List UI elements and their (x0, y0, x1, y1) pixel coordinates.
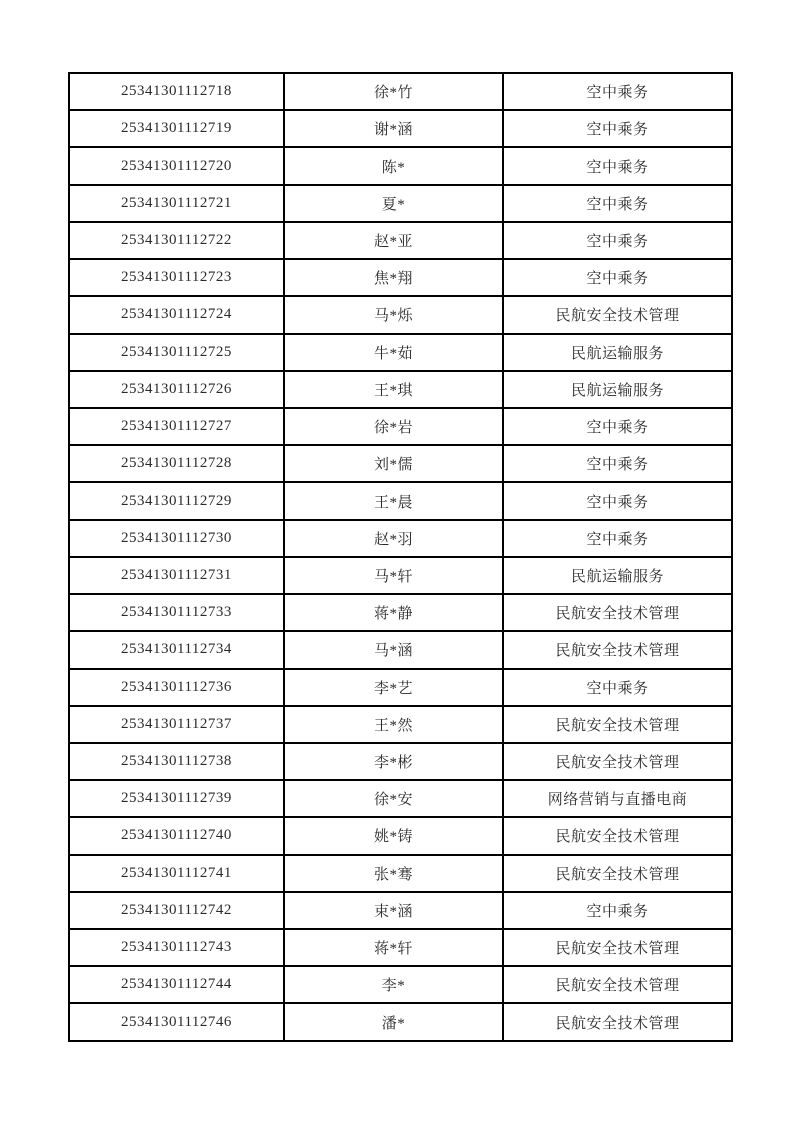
roster-body (69, 73, 732, 1041)
candidate-name-cell: 刘*儒 (284, 445, 503, 482)
major-cell: 空中乘务 (503, 520, 732, 557)
major-cell: 民航安全技术管理 (503, 817, 732, 854)
exam-number-cell: 25341301112720 (69, 147, 284, 184)
exam-number-cell: 25341301112738 (69, 743, 284, 780)
candidate-name-cell: 潘* (284, 1003, 503, 1041)
major-cell: 民航安全技术管理 (503, 631, 732, 668)
exam-number-cell: 25341301112730 (69, 520, 284, 557)
candidate-name-cell: 赵*羽 (284, 520, 503, 557)
exam-number-cell: 25341301112744 (69, 966, 284, 1003)
candidate-name-cell: 牛*茹 (284, 334, 503, 371)
table-row (69, 371, 732, 408)
exam-number-cell: 25341301112729 (69, 482, 284, 519)
exam-number-cell: 25341301112721 (69, 185, 284, 222)
major-cell: 空中乘务 (503, 445, 732, 482)
major-cell: 民航运输服务 (503, 334, 732, 371)
table-row (69, 929, 732, 966)
major-cell: 民航安全技术管理 (503, 1003, 732, 1041)
table-row (69, 817, 732, 854)
table-row (69, 631, 732, 668)
exam-number-cell: 25341301112739 (69, 780, 284, 817)
table-row (69, 334, 732, 371)
major-cell: 空中乘务 (503, 73, 732, 110)
table-row (69, 222, 732, 259)
exam-number-cell: 25341301112728 (69, 445, 284, 482)
table-row (69, 892, 732, 929)
table-row (69, 259, 732, 296)
candidate-name-cell: 徐*岩 (284, 408, 503, 445)
major-cell: 空中乘务 (503, 408, 732, 445)
exam-number-cell: 25341301112723 (69, 259, 284, 296)
table-row (69, 743, 732, 780)
candidate-name-cell: 王*然 (284, 706, 503, 743)
candidate-name-cell: 徐*安 (284, 780, 503, 817)
major-cell: 民航安全技术管理 (503, 296, 732, 333)
candidate-name-cell: 王*晨 (284, 482, 503, 519)
table-row (69, 520, 732, 557)
major-cell: 民航安全技术管理 (503, 743, 732, 780)
table-row (69, 780, 732, 817)
table-row (69, 110, 732, 147)
exam-number-cell: 25341301112734 (69, 631, 284, 668)
table-row (69, 1003, 732, 1041)
candidate-name-cell: 陈* (284, 147, 503, 184)
candidate-name-cell: 李*艺 (284, 669, 503, 706)
major-cell: 民航安全技术管理 (503, 706, 732, 743)
table-row (69, 594, 732, 631)
exam-number-cell: 25341301112724 (69, 296, 284, 333)
major-cell: 空中乘务 (503, 147, 732, 184)
major-cell: 空中乘务 (503, 110, 732, 147)
exam-number-cell: 25341301112719 (69, 110, 284, 147)
table-row (69, 966, 732, 1003)
major-cell: 空中乘务 (503, 482, 732, 519)
major-cell: 空中乘务 (503, 222, 732, 259)
major-cell: 民航安全技术管理 (503, 929, 732, 966)
candidate-name-cell: 夏* (284, 185, 503, 222)
table-row (69, 185, 732, 222)
major-cell: 民航运输服务 (503, 371, 732, 408)
candidate-name-cell: 徐*竹 (284, 73, 503, 110)
exam-number-cell: 25341301112741 (69, 855, 284, 892)
major-cell: 民航安全技术管理 (503, 594, 732, 631)
table-row (69, 296, 732, 333)
exam-number-cell: 25341301112731 (69, 557, 284, 594)
table-row (69, 669, 732, 706)
candidate-name-cell: 蒋*轩 (284, 929, 503, 966)
exam-number-cell: 25341301112718 (69, 73, 284, 110)
table-row (69, 147, 732, 184)
table-row (69, 482, 732, 519)
candidate-roster-table (68, 72, 733, 1042)
exam-number-cell: 25341301112725 (69, 334, 284, 371)
candidate-name-cell: 马*烁 (284, 296, 503, 333)
major-cell: 空中乘务 (503, 185, 732, 222)
candidate-name-cell: 王*琪 (284, 371, 503, 408)
table-row (69, 706, 732, 743)
candidate-name-cell: 姚*铸 (284, 817, 503, 854)
table-row (69, 408, 732, 445)
candidate-name-cell: 张*骞 (284, 855, 503, 892)
candidate-name-cell: 李*彬 (284, 743, 503, 780)
major-cell: 民航运输服务 (503, 557, 732, 594)
exam-number-cell: 25341301112737 (69, 706, 284, 743)
exam-number-cell: 25341301112740 (69, 817, 284, 854)
candidate-name-cell: 谢*涵 (284, 110, 503, 147)
exam-number-cell: 25341301112727 (69, 408, 284, 445)
major-cell: 空中乘务 (503, 259, 732, 296)
exam-number-cell: 25341301112736 (69, 669, 284, 706)
table-row (69, 557, 732, 594)
exam-number-cell: 25341301112733 (69, 594, 284, 631)
candidate-name-cell: 马*轩 (284, 557, 503, 594)
exam-number-cell: 25341301112726 (69, 371, 284, 408)
exam-number-cell: 25341301112742 (69, 892, 284, 929)
major-cell: 空中乘务 (503, 892, 732, 929)
exam-number-cell: 25341301112743 (69, 929, 284, 966)
candidate-name-cell: 束*涵 (284, 892, 503, 929)
table-row (69, 445, 732, 482)
candidate-name-cell: 马*涵 (284, 631, 503, 668)
candidate-name-cell: 蒋*静 (284, 594, 503, 631)
exam-number-cell: 25341301112722 (69, 222, 284, 259)
major-cell: 民航安全技术管理 (503, 966, 732, 1003)
table-row (69, 73, 732, 110)
major-cell: 网络营销与直播电商 (503, 780, 732, 817)
candidate-name-cell: 李* (284, 966, 503, 1003)
candidate-name-cell: 赵*亚 (284, 222, 503, 259)
exam-number-cell: 25341301112746 (69, 1003, 284, 1041)
major-cell: 民航安全技术管理 (503, 855, 732, 892)
candidate-name-cell: 焦*翔 (284, 259, 503, 296)
major-cell: 空中乘务 (503, 669, 732, 706)
table-row (69, 855, 732, 892)
